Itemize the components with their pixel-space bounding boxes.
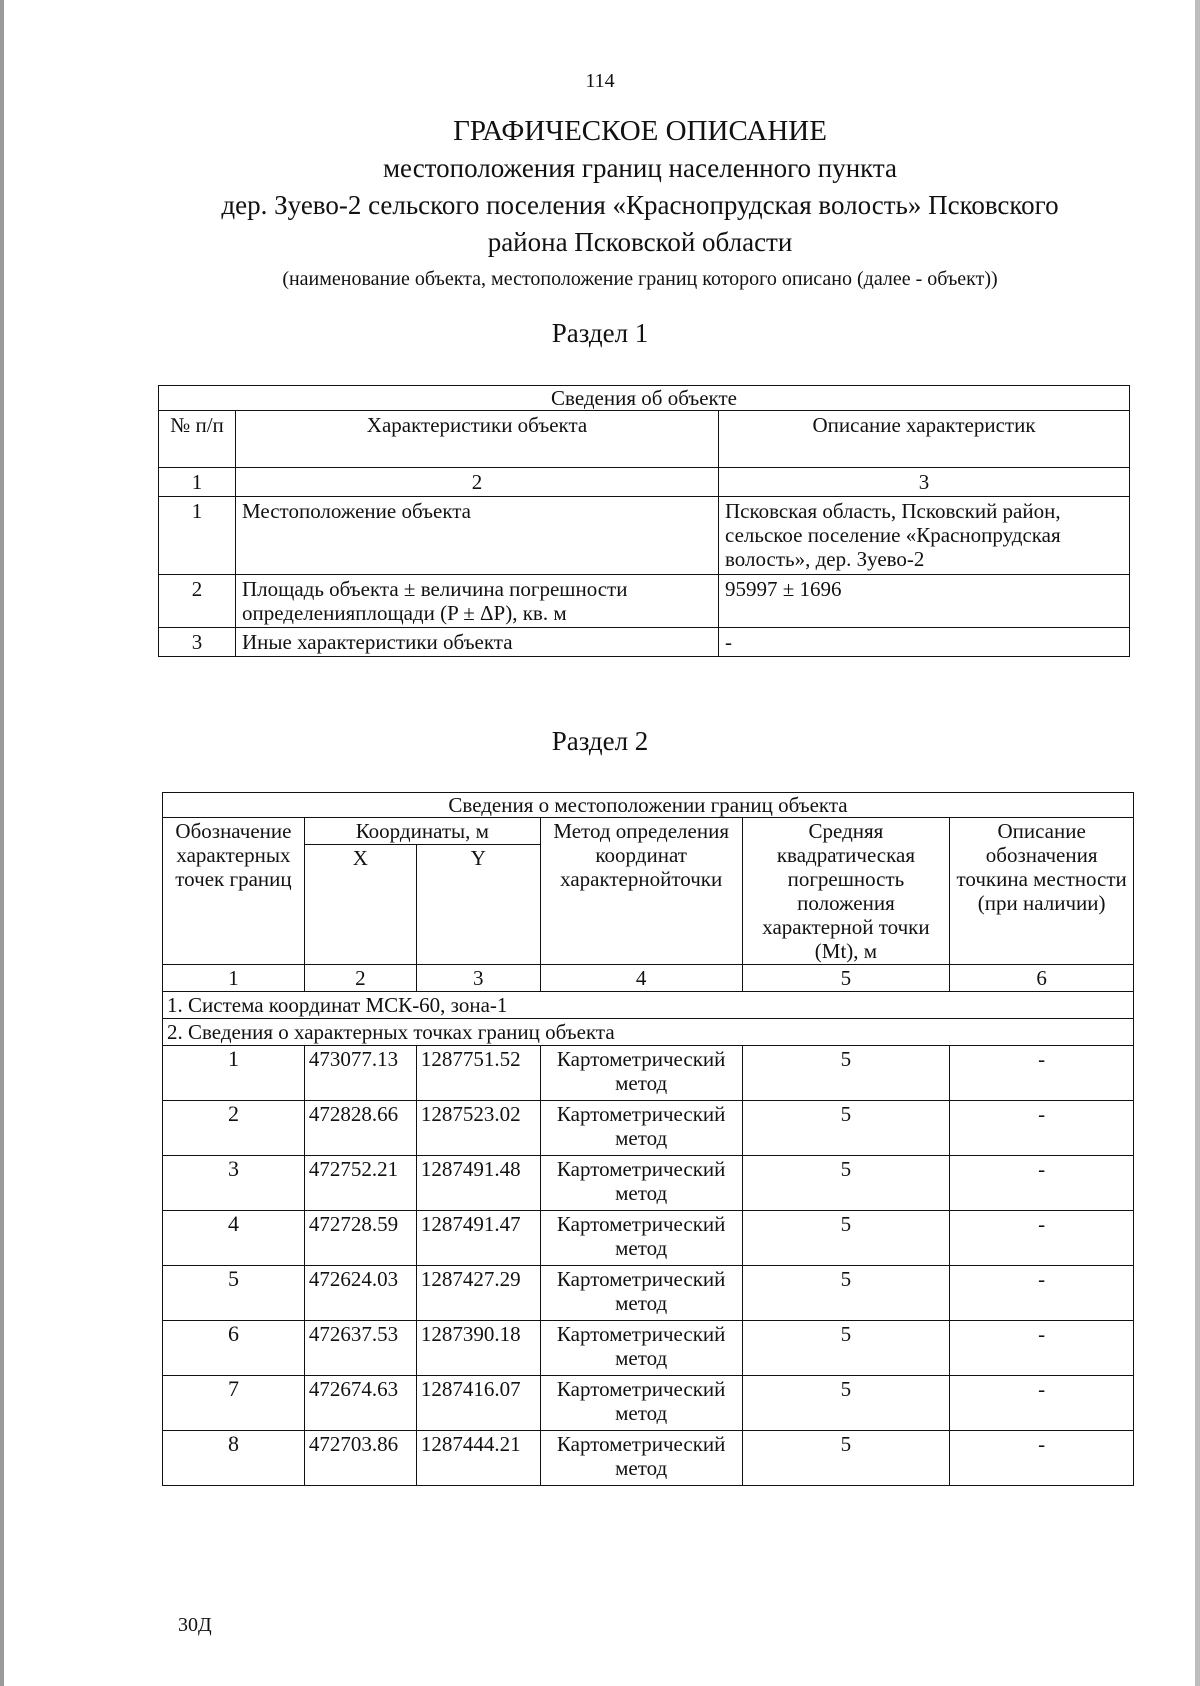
point-error: 5 [742, 1376, 950, 1431]
point-y: 1287491.48 [416, 1156, 540, 1211]
table-row [159, 575, 1130, 628]
col-number: 2 [304, 965, 416, 992]
table-row [163, 1431, 1134, 1486]
point-desc: - [950, 1101, 1134, 1156]
point-method: Картометрический метод [540, 1211, 742, 1266]
point-desc: - [950, 1046, 1134, 1101]
column-number-row [159, 468, 1130, 497]
page-number: 114 [585, 70, 615, 92]
table-caption: Сведения о местоположении границ объекта [163, 793, 1134, 818]
row-num: 3 [159, 628, 236, 657]
scan-edge-right [1195, 0, 1200, 1686]
col-number: 6 [950, 965, 1134, 992]
point-x: 472752.21 [304, 1156, 416, 1211]
point-desc: - [950, 1211, 1134, 1266]
point-desc: - [950, 1321, 1134, 1376]
point-error: 5 [742, 1431, 950, 1486]
row-characteristic: Иные характеристики объекта [236, 628, 719, 657]
points-section-row [163, 1019, 1134, 1046]
points-section-label: 2. Сведения о характерных точках границ объекта [163, 1019, 1134, 1046]
point-method: Картометрический метод [540, 1156, 742, 1211]
point-id: 6 [163, 1321, 305, 1376]
header-description: Описание характеристик [719, 411, 1130, 468]
row-characteristic: Площадь объекта ± величина погрешности определенияплощади (P ± ΔP), кв. м [236, 575, 719, 628]
table-row [163, 1101, 1134, 1156]
title-line-1: местоположения границ населенного пункта [382, 153, 898, 183]
table-row [163, 1046, 1134, 1101]
table-caption-row [163, 793, 1134, 818]
header-error: Средняя квадратическая погрешность положения характерной точки (Mt), м [742, 818, 950, 965]
row-description: Псковская область, Псковский район, сельское поселение «Краснопрудская волость», дер. Зуево-2 [719, 497, 1130, 575]
point-error: 5 [742, 1321, 950, 1376]
title-note: (наименование объекта, местоположение границ которого описано (далее - объект)) [282, 268, 998, 290]
point-error: 5 [742, 1156, 950, 1211]
table-row [163, 1156, 1134, 1211]
header-x: X [304, 845, 416, 965]
col-number: 3 [416, 965, 540, 992]
point-x: 472624.03 [304, 1266, 416, 1321]
table-caption: Сведения об объекте [159, 386, 1130, 411]
footer-code: 30Д [178, 1614, 212, 1636]
point-method: Картометрический метод [540, 1321, 742, 1376]
point-desc: - [950, 1376, 1134, 1431]
point-id: 2 [163, 1101, 305, 1156]
point-id: 3 [163, 1156, 305, 1211]
point-error: 5 [742, 1211, 950, 1266]
point-x: 472828.66 [304, 1101, 416, 1156]
point-y: 1287444.21 [416, 1431, 540, 1486]
header-point: Обозначение характерных точек границ [163, 818, 305, 965]
point-id: 4 [163, 1211, 305, 1266]
point-y: 1287523.02 [416, 1101, 540, 1156]
boundary-points-table [162, 792, 1134, 1486]
col-number: 5 [742, 965, 950, 992]
table-header-row [163, 818, 1134, 845]
header-characteristic: Характеристики объекта [236, 411, 719, 468]
point-y: 1287390.18 [416, 1321, 540, 1376]
header-desc: Описание обозначения точкина местности (при наличии) [950, 818, 1134, 965]
col-number: 1 [163, 965, 305, 992]
title-line-2: дер. Зуево-2 сельского поселения «Краснопрудская волость» Псковского [221, 190, 1059, 220]
table-row [159, 628, 1130, 657]
header-y: Y [416, 845, 540, 965]
table-row [159, 497, 1130, 575]
row-num: 2 [159, 575, 236, 628]
col-number: 4 [540, 965, 742, 992]
point-desc: - [950, 1156, 1134, 1211]
col-number: 1 [159, 468, 236, 497]
point-desc: - [950, 1266, 1134, 1321]
row-num: 1 [159, 497, 236, 575]
point-method: Картометрический метод [540, 1376, 742, 1431]
point-error: 5 [742, 1046, 950, 1101]
point-id: 1 [163, 1046, 305, 1101]
point-y: 1287416.07 [416, 1376, 540, 1431]
point-y: 1287751.52 [416, 1046, 540, 1101]
table-caption-row [159, 386, 1130, 411]
coordinate-system: 1. Система координат МСК-60, зона-1 [163, 992, 1134, 1019]
point-x: 473077.13 [304, 1046, 416, 1101]
table-row [163, 1321, 1134, 1376]
point-id: 7 [163, 1376, 305, 1431]
section-1-title: Раздел 1 [551, 318, 649, 348]
point-x: 472674.63 [304, 1376, 416, 1431]
section-2-title: Раздел 2 [551, 726, 649, 756]
document-title: ГРАФИЧЕСКОЕ ОПИСАНИЕ [453, 115, 827, 147]
title-line-3: района Псковской области [487, 227, 793, 257]
table-row [163, 1376, 1134, 1431]
header-coords: Координаты, м [304, 818, 540, 845]
table-header-row [159, 411, 1130, 468]
row-description: 95997 ± 1696 [719, 575, 1130, 628]
point-x: 472728.59 [304, 1211, 416, 1266]
point-method: Картометрический метод [540, 1101, 742, 1156]
point-method: Картометрический метод [540, 1046, 742, 1101]
system-row [163, 992, 1134, 1019]
col-number: 3 [719, 468, 1130, 497]
header-num: № п/п [159, 411, 236, 468]
point-error: 5 [742, 1101, 950, 1156]
row-description: - [719, 628, 1130, 657]
point-desc: - [950, 1431, 1134, 1486]
table-row [163, 1266, 1134, 1321]
point-error: 5 [742, 1266, 950, 1321]
object-info-table [158, 385, 1130, 657]
row-characteristic: Местоположение объекта [236, 497, 719, 575]
column-number-row [163, 965, 1134, 992]
point-y: 1287427.29 [416, 1266, 540, 1321]
point-y: 1287491.47 [416, 1211, 540, 1266]
point-x: 472637.53 [304, 1321, 416, 1376]
title-block [120, 112, 1160, 293]
scan-edge-left [0, 0, 4, 1686]
point-x: 472703.86 [304, 1431, 416, 1486]
col-number: 2 [236, 468, 719, 497]
point-id: 8 [163, 1431, 305, 1486]
table-row [163, 1211, 1134, 1266]
header-method: Метод определения координат характернойточки [540, 818, 742, 965]
point-method: Картометрический метод [540, 1431, 742, 1486]
point-id: 5 [163, 1266, 305, 1321]
point-method: Картометрический метод [540, 1266, 742, 1321]
